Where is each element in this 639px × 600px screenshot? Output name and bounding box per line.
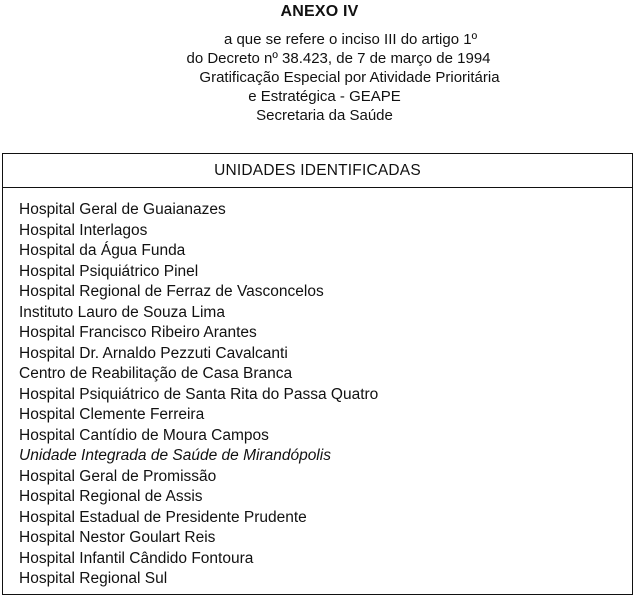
document-header <box>0 2 639 125</box>
list-item: Centro de Reabilitação de Casa Branca <box>19 365 293 382</box>
list-item: Hospital Dr. Arnaldo Pezzuti Cavalcanti <box>19 344 288 362</box>
list-item: Instituto Lauro de Souza Lima <box>19 303 225 321</box>
list-item: Hospital Regional Sul <box>19 570 168 587</box>
units-table <box>2 153 633 595</box>
header-line-decree: do Decreto nº 38.423, de 7 de março de 1994 <box>186 50 491 67</box>
list-item: Hospital Estadual de Presidente Prudente <box>19 508 307 526</box>
header-line-reference: a que se refere o inciso III do artigo 1º <box>223 31 478 48</box>
list-item: Unidade Integrada de Saúde de Mirandópolis <box>19 447 331 464</box>
list-item: Hospital Geral de Promissão <box>19 467 217 485</box>
list-item: Hospital da Água Funda <box>19 242 186 259</box>
annex-title: ANEXO IV <box>280 3 359 20</box>
list-item: Hospital Regional de Ferraz de Vasconcelos <box>19 283 324 300</box>
list-item: Hospital Psiquiátrico Pinel <box>19 262 199 280</box>
header-line-gratification: Gratificação Especial por Atividade Prioritária <box>199 69 500 86</box>
units-table-heading: UNIDADES IDENTIFICADAS <box>3 154 632 188</box>
list-item: Hospital Infantil Cândido Fontoura <box>19 549 254 567</box>
list-item: Hospital Nestor Goulart Reis <box>19 529 216 546</box>
list-item: Hospital Interlagos <box>19 221 148 239</box>
list-item: Hospital Cantídio de Moura Campos <box>19 426 269 444</box>
header-line-geape: e Estratégica - GEAPE <box>248 88 401 105</box>
units-list <box>3 188 632 590</box>
list-item: Hospital Regional de Assis <box>19 488 203 505</box>
header-line-secretariat: Secretaria da Saúde <box>256 107 393 124</box>
list-item: Hospital Geral de Guaianazes <box>19 201 226 218</box>
list-item: Hospital Clemente Ferreira <box>19 406 205 423</box>
list-item: Hospital Psiquiátrico de Santa Rita do Passa Quatro <box>19 385 379 403</box>
list-item: Hospital Francisco Ribeiro Arantes <box>19 324 257 341</box>
